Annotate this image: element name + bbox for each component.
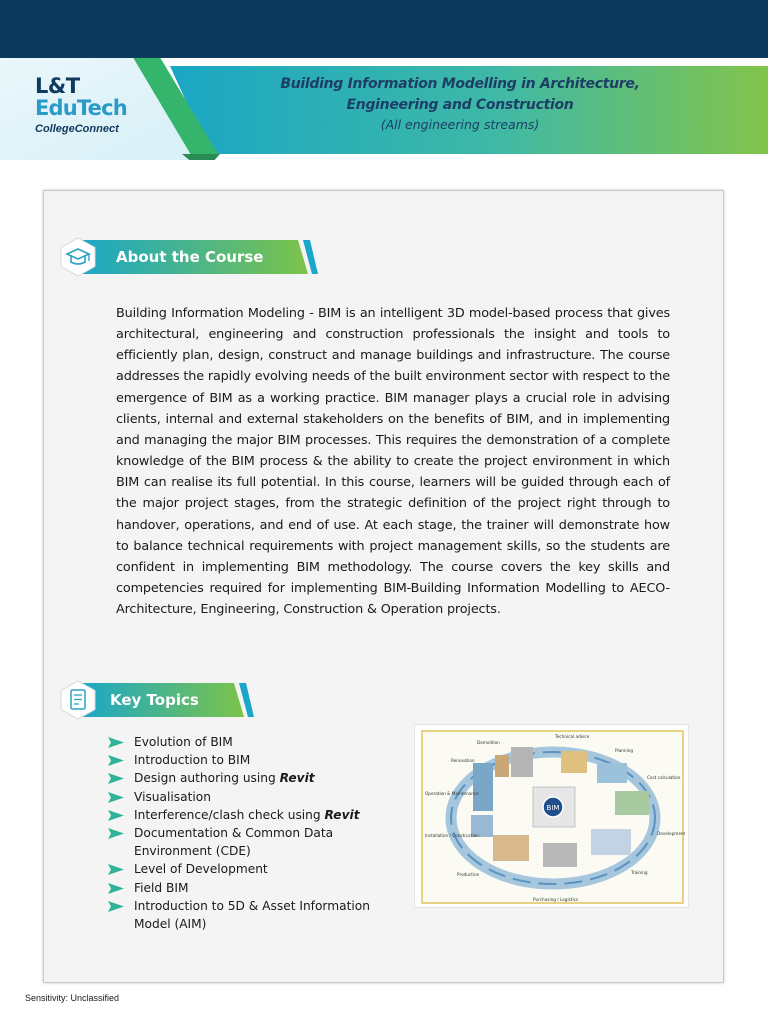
subtitle: (All engineering streams) <box>380 117 540 132</box>
topic-item <box>108 806 408 824</box>
top-banner <box>0 0 768 58</box>
diagram-label: Purchasing / Logistics <box>533 897 579 902</box>
topic-text: Level of Development <box>134 862 268 877</box>
arrow-bullet-icon <box>108 737 124 748</box>
arrow-bullet-icon <box>108 810 124 821</box>
topic-item <box>108 860 408 878</box>
topic-item <box>108 824 408 860</box>
title-line-2: Engineering and Construction <box>346 97 574 113</box>
title-line-1: Building Information Modelling in Architecture, <box>280 76 640 92</box>
topic-text: Visualisation <box>134 789 211 804</box>
diagram-label: Renovation <box>451 758 475 763</box>
bim-lifecycle-svg <box>415 725 690 909</box>
topics-heading-label: Key Topics <box>110 691 199 709</box>
arrow-bullet-icon <box>108 901 124 912</box>
topic-text: Evolution of BIM <box>134 735 233 749</box>
topic-item <box>108 879 408 897</box>
arrow-bullet-icon <box>108 792 124 803</box>
logo-collegeconnect-text: CollegeConnect <box>35 123 119 135</box>
arrow-bullet-icon <box>108 828 124 839</box>
diagram-label: Operation & Maintenance <box>425 791 479 796</box>
bim-lifecycle-diagram <box>414 724 689 908</box>
graduation-cap-icon <box>58 237 98 277</box>
diagram-label: Cost calculation <box>647 775 681 780</box>
topic-item <box>108 769 408 787</box>
diagram-label: Planning <box>615 748 634 753</box>
logo-lt-text: L&T <box>35 74 80 98</box>
sensitivity-label: Sensitivity: Unclassified <box>25 993 120 1003</box>
about-heading <box>58 240 318 274</box>
topic-emphasis: Revit <box>324 807 360 822</box>
topic-item <box>108 751 408 769</box>
lt-edutech-logo <box>35 75 165 136</box>
diagram-label: Demolition <box>477 740 500 745</box>
topic-text: Interference/clash check using <box>134 807 325 822</box>
arrow-bullet-icon <box>108 755 124 766</box>
about-heading-label: About the Course <box>116 248 264 266</box>
topic-text: Field BIM <box>134 880 189 895</box>
diagram-label: Technical advice <box>555 734 590 739</box>
checklist-icon <box>58 680 98 720</box>
key-topics-list <box>108 733 408 933</box>
topic-text: Design authoring using <box>134 771 280 786</box>
diagram-label: Production <box>457 872 480 877</box>
topic-item <box>108 788 408 806</box>
topic-item <box>108 733 408 751</box>
arrow-bullet-icon <box>108 864 124 875</box>
diagram-label: Development <box>657 831 686 836</box>
diagram-label: Installation / Construction <box>425 833 479 838</box>
arrow-bullet-icon <box>108 773 124 784</box>
course-title <box>255 74 665 134</box>
logo-edutech-text: EduTech <box>35 96 127 120</box>
arrow-bullet-icon <box>108 883 124 894</box>
topic-item <box>108 897 408 933</box>
diagram-center-label: BIM <box>546 804 560 812</box>
topics-heading <box>58 683 258 717</box>
topic-text: Documentation & Common Data Environment (CDE) <box>134 826 334 859</box>
topic-emphasis: Revit <box>279 771 315 786</box>
topic-text: Introduction to 5D & Asset Information Model (AIM) <box>134 898 370 932</box>
topic-text: Introduction to BIM <box>134 753 251 768</box>
diagram-label: Training <box>631 870 648 875</box>
about-paragraph: Building Information Modeling - BIM is an intelligent 3D model-based process that gives architectural, engineering and construction professionals the insight and tools to efficiently plan, design, construct and manage buildings and infrastructure. The course addresses the rapidly evolving needs of the built environment sector with respect to the emergence of BIM as a working practice. BIM manager plays a crucial role in advising clients, internal and external stakeholders on the benefits of BIM, and in implementing and managing the major BIM processes. This requires the demonstration of a complete knowledge of the BIM process & the ability to create the project environment in which BIM can realise its full potential. In this course, learners will be guided through each of the major project stages, from the strategic definition of the project right through to handover, operations, and end of use. At each stage, the trainer will demonstrate how to balance technical requirements with project management skills, so the students are confident in implementing BIM methodology. The course covers the key skills and competencies required for implementing BIM-Building Information Modelling to AECO-Architecture, Engineering, Construction & Operation projects. <box>116 306 670 618</box>
